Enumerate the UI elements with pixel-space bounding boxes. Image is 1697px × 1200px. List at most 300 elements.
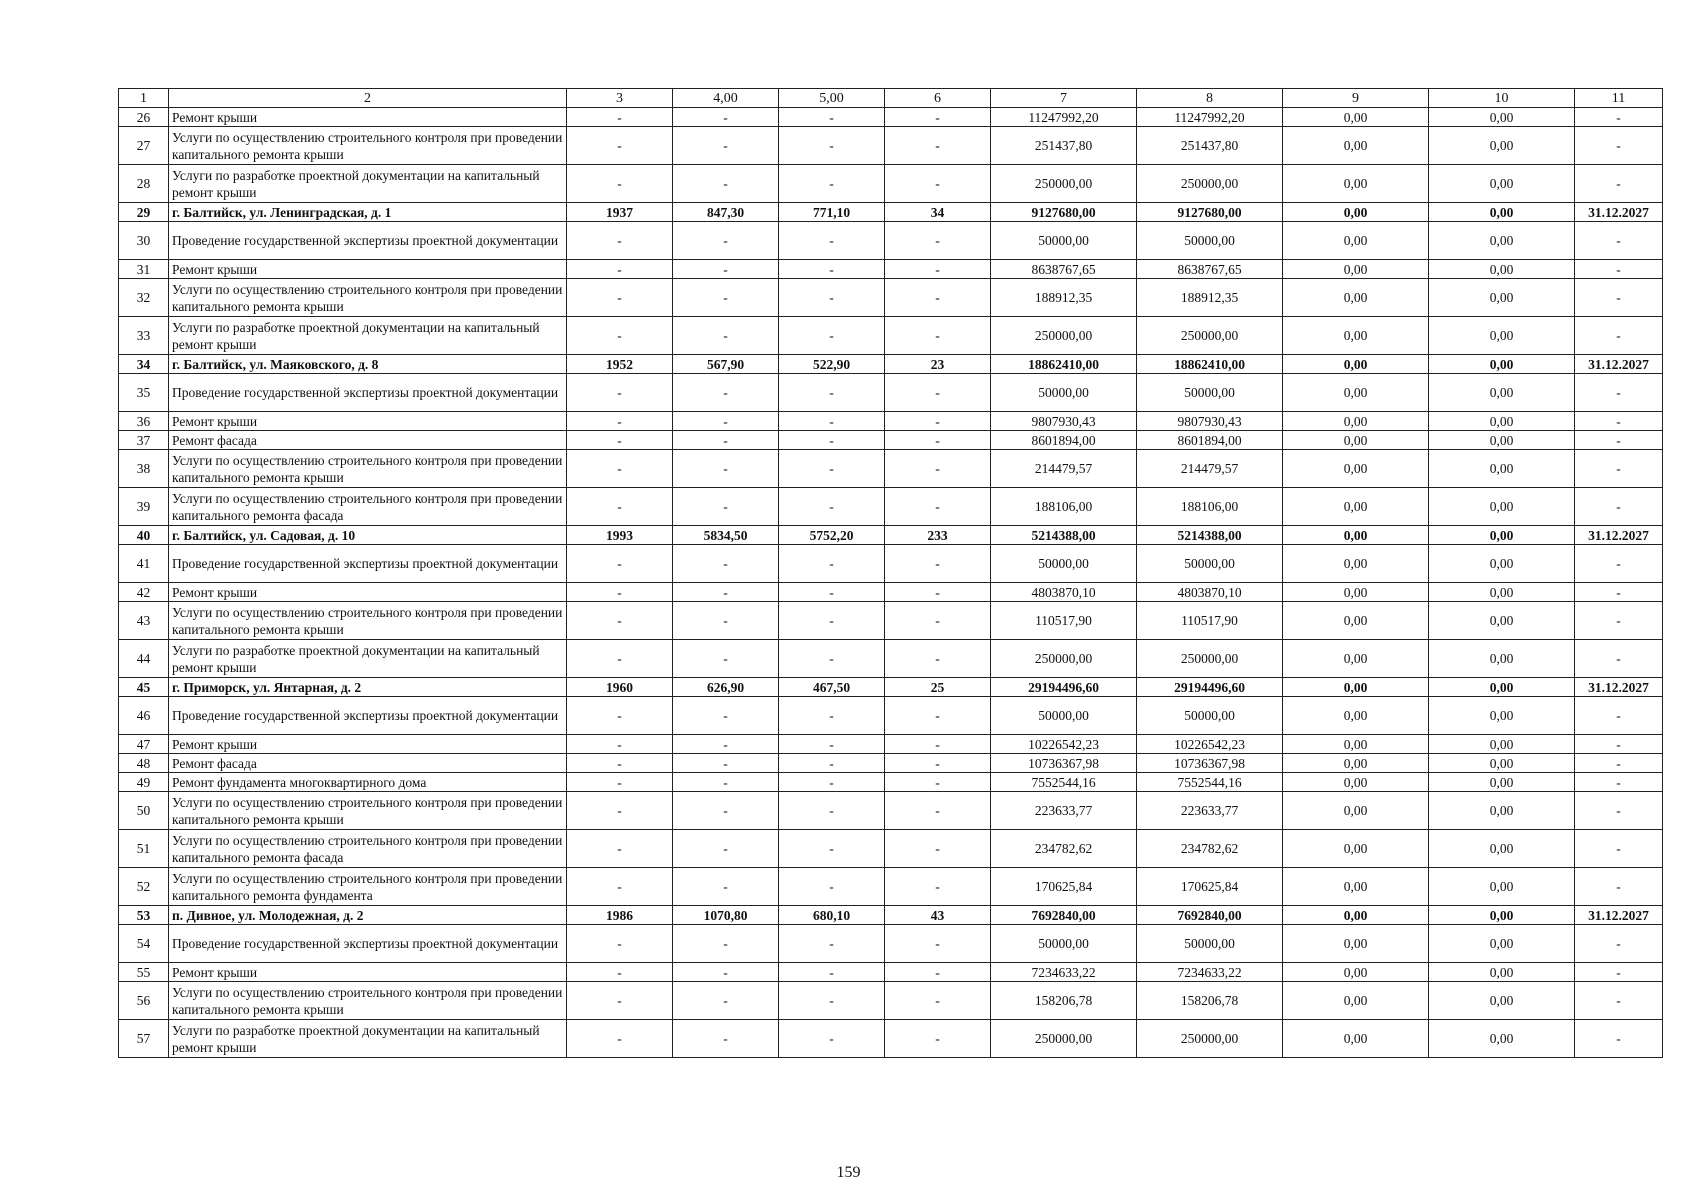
cell-col-6: - <box>885 792 991 830</box>
work-row <box>119 450 1663 488</box>
cell-col-4: - <box>673 127 779 165</box>
house-row <box>119 906 1663 925</box>
cell-col-9: 0,00 <box>1283 203 1429 222</box>
cell-col-5: - <box>779 317 885 355</box>
work-row <box>119 374 1663 412</box>
work-name-cell: Ремонт крыши <box>169 963 567 982</box>
cell-col-10: 0,00 <box>1429 203 1575 222</box>
cell-col-8: 188912,35 <box>1137 279 1283 317</box>
cell-col-11: - <box>1575 963 1663 982</box>
cell-col-7: 50000,00 <box>991 222 1137 260</box>
cell-col-7: 223633,77 <box>991 792 1137 830</box>
row-number-cell: 31 <box>119 260 169 279</box>
cell-col-6: - <box>885 982 991 1020</box>
cell-col-3: 1952 <box>567 355 673 374</box>
cell-col-10: 0,00 <box>1429 222 1575 260</box>
cell-col-8: 251437,80 <box>1137 127 1283 165</box>
cell-col-7: 18862410,00 <box>991 355 1137 374</box>
cell-col-8: 170625,84 <box>1137 868 1283 906</box>
cell-col-5: - <box>779 602 885 640</box>
cell-col-4: - <box>673 583 779 602</box>
cell-col-8: 29194496,60 <box>1137 678 1283 697</box>
cell-col-10: 0,00 <box>1429 602 1575 640</box>
row-number-cell: 34 <box>119 355 169 374</box>
cell-col-8: 250000,00 <box>1137 1020 1283 1058</box>
cell-col-11: - <box>1575 925 1663 963</box>
cell-col-6: - <box>885 602 991 640</box>
cell-col-11: - <box>1575 982 1663 1020</box>
cell-col-5: - <box>779 222 885 260</box>
row-number-cell: 29 <box>119 203 169 222</box>
cell-col-10: 0,00 <box>1429 754 1575 773</box>
cell-col-9: 0,00 <box>1283 754 1429 773</box>
cell-col-10: 0,00 <box>1429 640 1575 678</box>
cell-col-8: 158206,78 <box>1137 982 1283 1020</box>
cell-col-8: 5214388,00 <box>1137 526 1283 545</box>
cell-col-10: 0,00 <box>1429 963 1575 982</box>
cell-col-5: - <box>779 1020 885 1058</box>
cell-col-8: 250000,00 <box>1137 165 1283 203</box>
cell-col-7: 170625,84 <box>991 868 1137 906</box>
cell-col-11: - <box>1575 792 1663 830</box>
cell-col-9: 0,00 <box>1283 773 1429 792</box>
cell-col-9: 0,00 <box>1283 545 1429 583</box>
cell-col-8: 11247992,20 <box>1137 108 1283 127</box>
cell-col-7: 7552544,16 <box>991 773 1137 792</box>
work-row <box>119 830 1663 868</box>
cell-col-11: - <box>1575 640 1663 678</box>
work-name-cell: Проведение государственной экспертизы проектной документации <box>169 697 567 735</box>
work-row <box>119 754 1663 773</box>
work-name-cell: Услуги по осуществлению строительного контроля при проведении капитального ремонта крыши <box>169 792 567 830</box>
cell-col-4: - <box>673 697 779 735</box>
work-name-cell: Ремонт крыши <box>169 260 567 279</box>
cell-col-11: - <box>1575 830 1663 868</box>
cell-col-9: 0,00 <box>1283 317 1429 355</box>
header-cell: 11 <box>1575 89 1663 108</box>
cell-col-9: 0,00 <box>1283 925 1429 963</box>
work-name-cell: г. Балтийск, ул. Ленинградская, д. 1 <box>169 203 567 222</box>
row-number-cell: 40 <box>119 526 169 545</box>
cell-col-11: - <box>1575 868 1663 906</box>
work-name-cell: Услуги по разработке проектной документации на капитальный ремонт крыши <box>169 317 567 355</box>
cell-col-10: 0,00 <box>1429 412 1575 431</box>
cell-col-3: 1937 <box>567 203 673 222</box>
header-cell: 8 <box>1137 89 1283 108</box>
cell-col-6: - <box>885 127 991 165</box>
cell-col-3: 1960 <box>567 678 673 697</box>
cell-col-7: 188106,00 <box>991 488 1137 526</box>
cell-col-8: 7552544,16 <box>1137 773 1283 792</box>
cell-col-4: - <box>673 754 779 773</box>
cell-col-6: 25 <box>885 678 991 697</box>
cell-col-11: - <box>1575 260 1663 279</box>
cell-col-7: 7692840,00 <box>991 906 1137 925</box>
work-name-cell: Проведение государственной экспертизы проектной документации <box>169 545 567 583</box>
cell-col-6: 23 <box>885 355 991 374</box>
cell-col-4: - <box>673 412 779 431</box>
cell-col-4: - <box>673 602 779 640</box>
row-number-cell: 54 <box>119 925 169 963</box>
cell-col-7: 29194496,60 <box>991 678 1137 697</box>
cell-col-4: - <box>673 165 779 203</box>
cell-col-9: 0,00 <box>1283 678 1429 697</box>
cell-col-5: - <box>779 982 885 1020</box>
cell-col-11: - <box>1575 108 1663 127</box>
work-name-cell: Ремонт фасада <box>169 431 567 450</box>
cell-col-3: - <box>567 640 673 678</box>
cell-col-4: - <box>673 925 779 963</box>
cell-col-4: - <box>673 640 779 678</box>
cell-col-11: - <box>1575 488 1663 526</box>
repair-register-table <box>118 88 1663 1058</box>
cell-col-5: - <box>779 868 885 906</box>
column-number-row <box>119 89 1663 108</box>
work-name-cell: г. Балтийск, ул. Садовая, д. 10 <box>169 526 567 545</box>
cell-col-6: - <box>885 773 991 792</box>
cell-col-6: - <box>885 412 991 431</box>
work-name-cell: Услуги по осуществлению строительного контроля при проведении капитального ремонта фасада <box>169 488 567 526</box>
cell-col-3: - <box>567 982 673 1020</box>
cell-col-11: - <box>1575 754 1663 773</box>
work-row <box>119 431 1663 450</box>
cell-col-11: - <box>1575 279 1663 317</box>
work-name-cell: Услуги по разработке проектной документации на капитальный ремонт крыши <box>169 640 567 678</box>
header-cell: 1 <box>119 89 169 108</box>
cell-col-9: 0,00 <box>1283 526 1429 545</box>
cell-col-3: - <box>567 868 673 906</box>
cell-col-5: 5752,20 <box>779 526 885 545</box>
cell-col-10: 0,00 <box>1429 1020 1575 1058</box>
cell-col-11: - <box>1575 602 1663 640</box>
cell-col-10: 0,00 <box>1429 925 1575 963</box>
cell-col-7: 5214388,00 <box>991 526 1137 545</box>
row-number-cell: 47 <box>119 735 169 754</box>
cell-col-8: 188106,00 <box>1137 488 1283 526</box>
row-number-cell: 32 <box>119 279 169 317</box>
cell-col-7: 50000,00 <box>991 697 1137 735</box>
cell-col-6: - <box>885 1020 991 1058</box>
cell-col-8: 10736367,98 <box>1137 754 1283 773</box>
work-name-cell: Проведение государственной экспертизы проектной документации <box>169 925 567 963</box>
cell-col-9: 0,00 <box>1283 488 1429 526</box>
cell-col-3: 1986 <box>567 906 673 925</box>
cell-col-5: - <box>779 108 885 127</box>
page-number: 159 <box>836 1164 861 1181</box>
cell-col-7: 234782,62 <box>991 830 1137 868</box>
cell-col-9: 0,00 <box>1283 602 1429 640</box>
cell-col-9: 0,00 <box>1283 222 1429 260</box>
cell-col-10: 0,00 <box>1429 260 1575 279</box>
work-row <box>119 925 1663 963</box>
cell-col-10: 0,00 <box>1429 355 1575 374</box>
cell-col-10: 0,00 <box>1429 108 1575 127</box>
cell-col-8: 50000,00 <box>1137 925 1283 963</box>
work-row <box>119 317 1663 355</box>
cell-col-11: - <box>1575 374 1663 412</box>
cell-col-7: 8638767,65 <box>991 260 1137 279</box>
header-cell: 2 <box>169 89 567 108</box>
header-cell: 5,00 <box>779 89 885 108</box>
cell-col-9: 0,00 <box>1283 260 1429 279</box>
cell-col-3: - <box>567 260 673 279</box>
work-row <box>119 735 1663 754</box>
cell-col-3: - <box>567 222 673 260</box>
header-cell: 7 <box>991 89 1137 108</box>
house-row <box>119 678 1663 697</box>
cell-col-5: 522,90 <box>779 355 885 374</box>
cell-col-7: 110517,90 <box>991 602 1137 640</box>
work-row <box>119 222 1663 260</box>
cell-col-4: - <box>673 773 779 792</box>
cell-col-11: 31.12.2027 <box>1575 203 1663 222</box>
cell-col-4: 626,90 <box>673 678 779 697</box>
cell-col-8: 9127680,00 <box>1137 203 1283 222</box>
cell-col-4: - <box>673 982 779 1020</box>
cell-col-3: - <box>567 735 673 754</box>
header-cell: 6 <box>885 89 991 108</box>
cell-col-6: - <box>885 868 991 906</box>
header-cell: 9 <box>1283 89 1429 108</box>
row-number-cell: 30 <box>119 222 169 260</box>
work-name-cell: Услуги по осуществлению строительного контроля при проведении капитального ремонта фундамента <box>169 868 567 906</box>
cell-col-5: 771,10 <box>779 203 885 222</box>
cell-col-4: - <box>673 279 779 317</box>
cell-col-4: 1070,80 <box>673 906 779 925</box>
row-number-cell: 55 <box>119 963 169 982</box>
header-cell: 3 <box>567 89 673 108</box>
work-name-cell: Ремонт крыши <box>169 412 567 431</box>
work-row <box>119 412 1663 431</box>
work-name-cell: Проведение государственной экспертизы проектной документации <box>169 374 567 412</box>
cell-col-11: - <box>1575 697 1663 735</box>
row-number-cell: 51 <box>119 830 169 868</box>
work-name-cell: Ремонт крыши <box>169 735 567 754</box>
work-row <box>119 165 1663 203</box>
cell-col-3: - <box>567 792 673 830</box>
cell-col-11: - <box>1575 773 1663 792</box>
cell-col-3: - <box>567 830 673 868</box>
cell-col-6: - <box>885 108 991 127</box>
work-row <box>119 602 1663 640</box>
cell-col-11: - <box>1575 127 1663 165</box>
work-name-cell: г. Балтийск, ул. Маяковского, д. 8 <box>169 355 567 374</box>
cell-col-3: - <box>567 583 673 602</box>
row-number-cell: 41 <box>119 545 169 583</box>
cell-col-7: 250000,00 <box>991 1020 1137 1058</box>
cell-col-5: - <box>779 754 885 773</box>
cell-col-3: - <box>567 108 673 127</box>
work-row <box>119 1020 1663 1058</box>
cell-col-11: - <box>1575 165 1663 203</box>
cell-col-8: 18862410,00 <box>1137 355 1283 374</box>
cell-col-8: 250000,00 <box>1137 317 1283 355</box>
cell-col-9: 0,00 <box>1283 431 1429 450</box>
cell-col-6: 43 <box>885 906 991 925</box>
cell-col-5: 467,50 <box>779 678 885 697</box>
work-name-cell: Ремонт крыши <box>169 108 567 127</box>
cell-col-4: - <box>673 545 779 583</box>
cell-col-6: - <box>885 830 991 868</box>
cell-col-4: - <box>673 868 779 906</box>
work-row <box>119 583 1663 602</box>
cell-col-9: 0,00 <box>1283 963 1429 982</box>
cell-col-9: 0,00 <box>1283 868 1429 906</box>
cell-col-4: - <box>673 374 779 412</box>
cell-col-7: 251437,80 <box>991 127 1137 165</box>
cell-col-10: 0,00 <box>1429 165 1575 203</box>
row-number-cell: 56 <box>119 982 169 1020</box>
cell-col-3: - <box>567 431 673 450</box>
cell-col-6: - <box>885 697 991 735</box>
cell-col-5: - <box>779 583 885 602</box>
cell-col-10: 0,00 <box>1429 431 1575 450</box>
cell-col-9: 0,00 <box>1283 640 1429 678</box>
cell-col-10: 0,00 <box>1429 127 1575 165</box>
work-name-cell: Услуги по осуществлению строительного контроля при проведении капитального ремонта крыши <box>169 279 567 317</box>
cell-col-4: - <box>673 735 779 754</box>
work-name-cell: Услуги по осуществлению строительного контроля при проведении капитального ремонта крыши <box>169 127 567 165</box>
row-number-cell: 48 <box>119 754 169 773</box>
cell-col-3: - <box>567 963 673 982</box>
cell-col-9: 0,00 <box>1283 127 1429 165</box>
cell-col-5: - <box>779 773 885 792</box>
cell-col-7: 50000,00 <box>991 374 1137 412</box>
cell-col-7: 214479,57 <box>991 450 1137 488</box>
cell-col-5: - <box>779 431 885 450</box>
cell-col-7: 188912,35 <box>991 279 1137 317</box>
cell-col-3: - <box>567 374 673 412</box>
cell-col-5: - <box>779 450 885 488</box>
work-row <box>119 868 1663 906</box>
cell-col-3: - <box>567 754 673 773</box>
row-number-cell: 42 <box>119 583 169 602</box>
cell-col-4: - <box>673 222 779 260</box>
work-row <box>119 108 1663 127</box>
cell-col-9: 0,00 <box>1283 279 1429 317</box>
work-name-cell: Услуги по осуществлению строительного контроля при проведении капитального ремонта фасада <box>169 830 567 868</box>
cell-col-8: 50000,00 <box>1137 374 1283 412</box>
cell-col-4: - <box>673 963 779 982</box>
cell-col-3: 1993 <box>567 526 673 545</box>
cell-col-9: 0,00 <box>1283 583 1429 602</box>
work-row <box>119 773 1663 792</box>
cell-col-6: - <box>885 488 991 526</box>
cell-col-5: - <box>779 374 885 412</box>
row-number-cell: 49 <box>119 773 169 792</box>
cell-col-3: - <box>567 773 673 792</box>
cell-col-10: 0,00 <box>1429 830 1575 868</box>
row-number-cell: 46 <box>119 697 169 735</box>
row-number-cell: 35 <box>119 374 169 412</box>
work-row <box>119 792 1663 830</box>
header-cell: 4,00 <box>673 89 779 108</box>
cell-col-6: - <box>885 640 991 678</box>
cell-col-10: 0,00 <box>1429 374 1575 412</box>
cell-col-6: - <box>885 222 991 260</box>
cell-col-6: - <box>885 754 991 773</box>
cell-col-10: 0,00 <box>1429 279 1575 317</box>
house-row <box>119 355 1663 374</box>
cell-col-9: 0,00 <box>1283 697 1429 735</box>
cell-col-11: 31.12.2027 <box>1575 906 1663 925</box>
cell-col-8: 9807930,43 <box>1137 412 1283 431</box>
work-row <box>119 963 1663 982</box>
cell-col-11: - <box>1575 1020 1663 1058</box>
cell-col-10: 0,00 <box>1429 906 1575 925</box>
cell-col-4: - <box>673 1020 779 1058</box>
cell-col-10: 0,00 <box>1429 583 1575 602</box>
work-row <box>119 545 1663 583</box>
work-row <box>119 260 1663 279</box>
cell-col-4: - <box>673 431 779 450</box>
cell-col-5: - <box>779 792 885 830</box>
cell-col-7: 250000,00 <box>991 640 1137 678</box>
work-name-cell: Услуги по осуществлению строительного контроля при проведении капитального ремонта крыши <box>169 982 567 1020</box>
work-row <box>119 279 1663 317</box>
cell-col-8: 50000,00 <box>1137 222 1283 260</box>
cell-col-8: 50000,00 <box>1137 697 1283 735</box>
cell-col-6: - <box>885 925 991 963</box>
cell-col-8: 223633,77 <box>1137 792 1283 830</box>
cell-col-11: - <box>1575 735 1663 754</box>
cell-col-11: 31.12.2027 <box>1575 678 1663 697</box>
cell-col-7: 4803870,10 <box>991 583 1137 602</box>
cell-col-3: - <box>567 127 673 165</box>
cell-col-7: 11247992,20 <box>991 108 1137 127</box>
cell-col-7: 158206,78 <box>991 982 1137 1020</box>
work-name-cell: Услуги по осуществлению строительного контроля при проведении капитального ремонта крыши <box>169 450 567 488</box>
house-row <box>119 203 1663 222</box>
cell-col-8: 7692840,00 <box>1137 906 1283 925</box>
cell-col-3: - <box>567 165 673 203</box>
cell-col-11: 31.12.2027 <box>1575 526 1663 545</box>
cell-col-8: 8638767,65 <box>1137 260 1283 279</box>
cell-col-9: 0,00 <box>1283 830 1429 868</box>
cell-col-9: 0,00 <box>1283 374 1429 412</box>
cell-col-10: 0,00 <box>1429 773 1575 792</box>
cell-col-10: 0,00 <box>1429 868 1575 906</box>
work-name-cell: Услуги по разработке проектной документации на капитальный ремонт крыши <box>169 165 567 203</box>
cell-col-9: 0,00 <box>1283 165 1429 203</box>
cell-col-11: - <box>1575 583 1663 602</box>
cell-col-7: 9807930,43 <box>991 412 1137 431</box>
cell-col-4: 5834,50 <box>673 526 779 545</box>
work-name-cell: Услуги по разработке проектной документации на капитальный ремонт крыши <box>169 1020 567 1058</box>
work-row <box>119 697 1663 735</box>
row-number-cell: 44 <box>119 640 169 678</box>
cell-col-11: - <box>1575 412 1663 431</box>
cell-col-3: - <box>567 1020 673 1058</box>
row-number-cell: 38 <box>119 450 169 488</box>
cell-col-6: - <box>885 279 991 317</box>
cell-col-10: 0,00 <box>1429 697 1575 735</box>
work-name-cell: п. Дивное, ул. Молодежная, д. 2 <box>169 906 567 925</box>
cell-col-11: - <box>1575 450 1663 488</box>
cell-col-4: 847,30 <box>673 203 779 222</box>
cell-col-8: 4803870,10 <box>1137 583 1283 602</box>
cell-col-11: - <box>1575 317 1663 355</box>
cell-col-4: - <box>673 830 779 868</box>
cell-col-3: - <box>567 488 673 526</box>
cell-col-5: - <box>779 697 885 735</box>
cell-col-4: 567,90 <box>673 355 779 374</box>
header-cell: 10 <box>1429 89 1575 108</box>
cell-col-9: 0,00 <box>1283 906 1429 925</box>
row-number-cell: 37 <box>119 431 169 450</box>
cell-col-5: - <box>779 640 885 678</box>
cell-col-9: 0,00 <box>1283 1020 1429 1058</box>
